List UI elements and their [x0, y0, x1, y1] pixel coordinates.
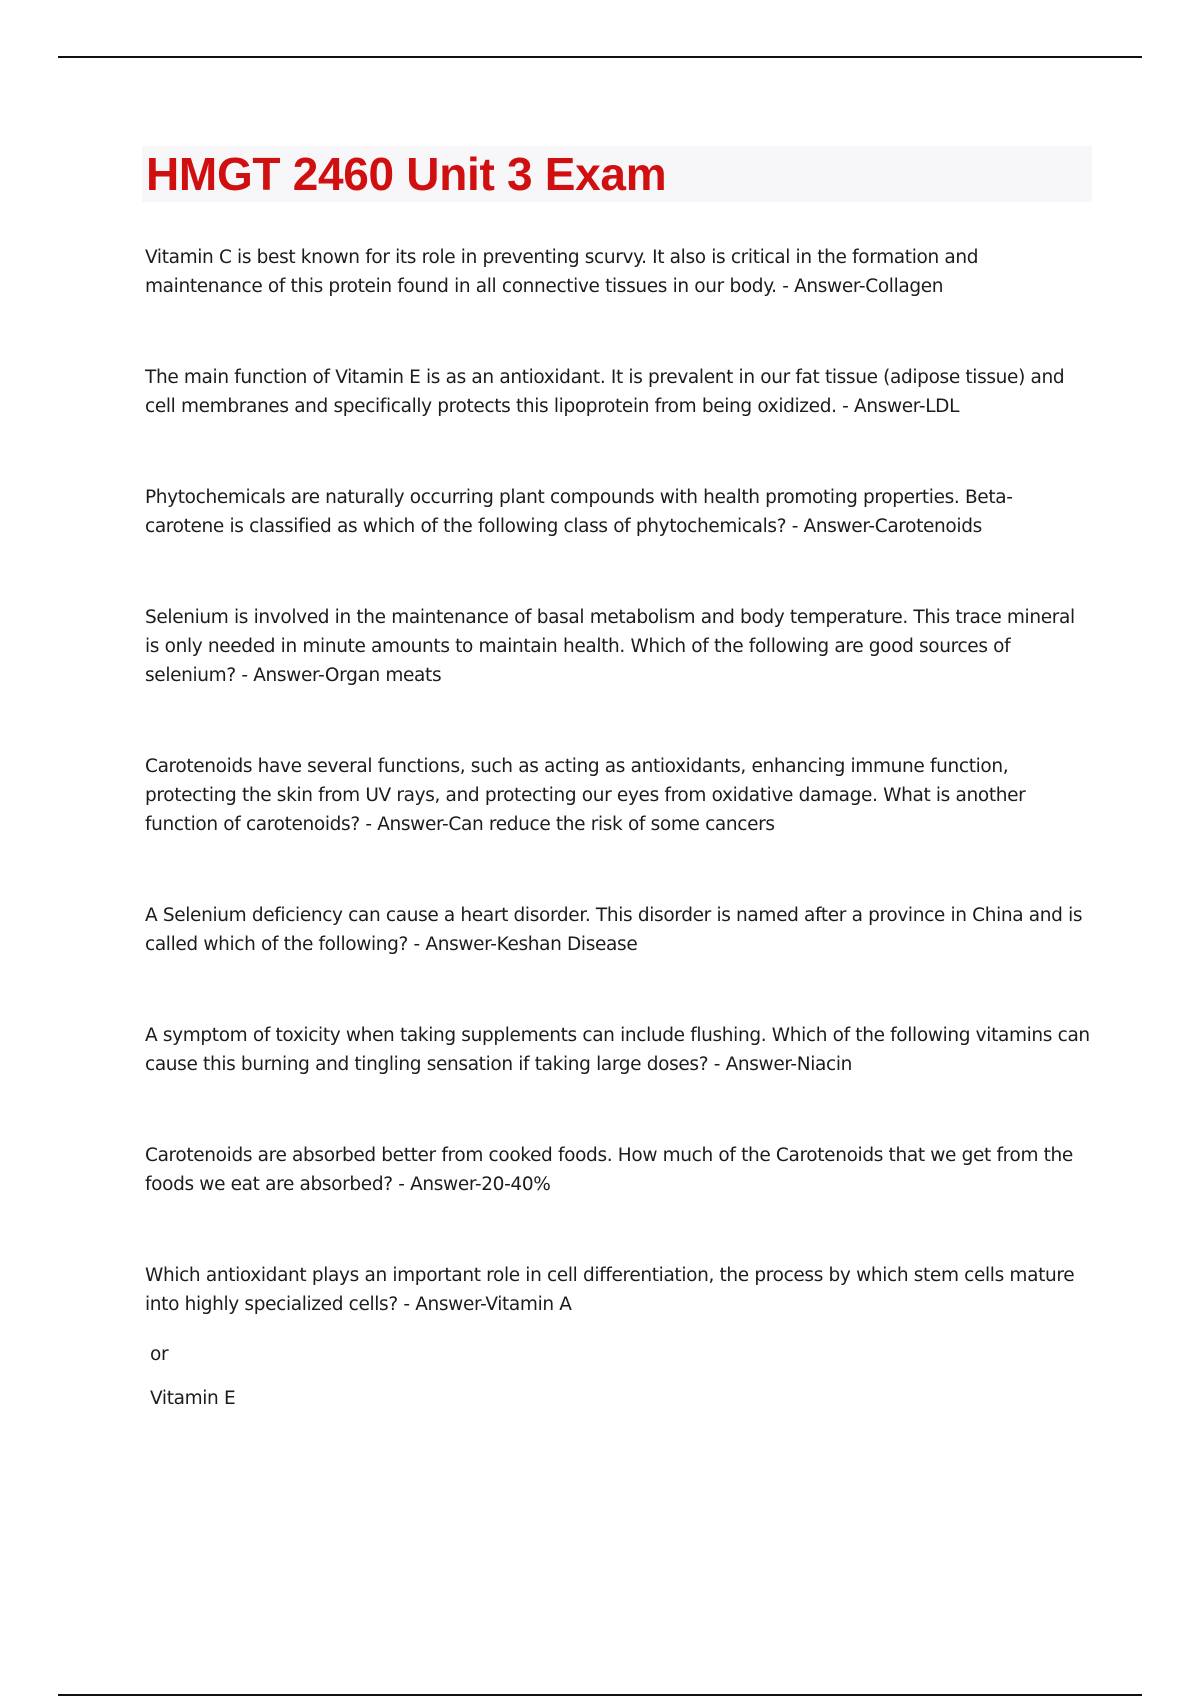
question-text: Selenium is involved in the maintenance of basal metabolism and body temperature. This trace mineral is only needed in minute amounts to maintain health. Which of the following are good sources of selenium? [145, 607, 1075, 686]
question-text: Which antioxidant plays an important role in cell differentiation, the process by which stem cells mature into highly specialized cells? [145, 1265, 1075, 1315]
qa-item [145, 363, 1090, 421]
answer-text: Can reduce the risk of some cancers [448, 814, 775, 835]
answer-text: 20-40% [481, 1174, 551, 1195]
answer-text: Niacin [796, 1054, 853, 1075]
qa-item [145, 752, 1090, 839]
qa-item [145, 901, 1090, 959]
answer-text: Organ meats [324, 665, 442, 686]
answer-text: Keshan Disease [496, 934, 638, 955]
alternate-connector: or [150, 1344, 169, 1365]
answer-separator: - Answer- [836, 396, 926, 417]
answer-separator: - Answer- [397, 1294, 486, 1315]
qa-item [145, 483, 1090, 541]
question-text: Vitamin C is best known for its role in preventing scurvy. It also is critical in the formation and maintenance of this protein found in all connective tissues in our body. [145, 247, 979, 297]
alternate-answer [150, 1340, 235, 1428]
header-rule [58, 56, 1142, 58]
answer-text: LDL [925, 396, 960, 417]
alternate-answer-text: Vitamin E [150, 1388, 236, 1409]
qa-list [145, 243, 1090, 1381]
page-title: HMGT 2460 Unit 3 Exam [146, 148, 667, 200]
answer-separator: - Answer- [392, 1174, 482, 1195]
answer-separator: - Answer- [408, 934, 497, 955]
answer-separator: - Answer- [776, 276, 866, 297]
question-text: Carotenoids are absorbed better from cooked foods. How much of the Carotenoids that we get from the foods we eat are absorbed? [145, 1145, 1073, 1195]
answer-text: Vitamin A [485, 1294, 572, 1315]
answer-separator: - Answer- [786, 516, 875, 537]
answer-text: Collagen [865, 276, 944, 297]
answer-separator: - Answer- [708, 1054, 797, 1075]
answer-text: Carotenoids [874, 516, 982, 537]
question-text: A symptom of toxicity when taking supplements can include flushing. Which of the following vitamins can cause this burning and tingling sensation if taking large doses? [145, 1025, 1090, 1075]
footer-rule [58, 1694, 1142, 1696]
qa-item [145, 243, 1090, 301]
qa-item [145, 1021, 1090, 1079]
question-text: Phytochemicals are naturally occurring plant compounds with health promoting properties. Beta-carotene is classified as which of the following class of phytochemicals? [145, 487, 1013, 537]
question-text: The main function of Vitamin E is as an antioxidant. It is prevalent in our fat tissue (adipose tissue) and cell membranes and specifically protects this lipoprotein from being oxidized. [145, 367, 1065, 417]
answer-separator: - Answer- [359, 814, 449, 835]
question-text: Carotenoids have several functions, such as acting as antioxidants, enhancing immune function, protecting the skin from UV rays, and protecting our eyes from oxidative damage. What is another function of carotenoids? [145, 756, 1026, 835]
question-text: A Selenium deficiency can cause a heart disorder. This disorder is named after a province in China and is called which of the following? [145, 905, 1083, 955]
answer-separator: - Answer- [235, 665, 325, 686]
qa-item [145, 1261, 1090, 1319]
qa-item [145, 603, 1090, 690]
qa-item [145, 1141, 1090, 1199]
